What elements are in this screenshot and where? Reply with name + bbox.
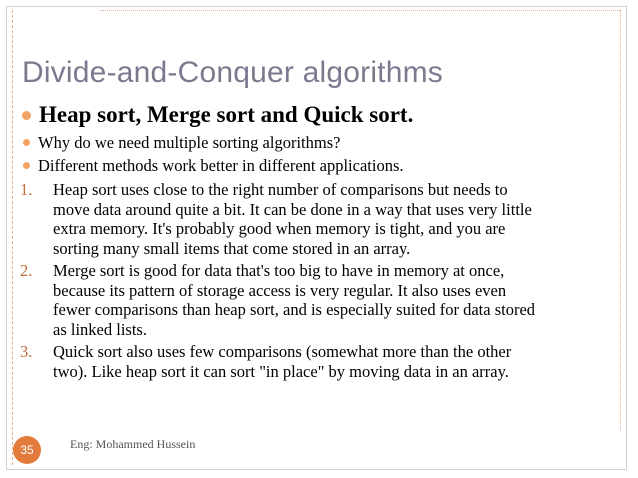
bullet-dot-icon — [23, 139, 30, 146]
text-line: because its pattern of storage access is very regular. It also uses even — [53, 280, 507, 300]
text-line: Heap sort uses close to the right number of comparisons but needs to — [53, 180, 508, 199]
text-line: Quick sort also uses few comparisons (somewhat more than the other — [53, 342, 512, 361]
bullet-item — [20, 154, 620, 177]
text-line: as linked lists. — [53, 319, 147, 339]
numbered-item-1 — [20, 180, 620, 258]
text-line: two). Like heap sort it can sort "in place" by moving data in an array. — [53, 361, 509, 381]
bullet-text: Different methods work better in different applications. — [38, 155, 404, 175]
slide-title: Divide-and-Conquer algorithms — [22, 56, 443, 89]
decorative-border-top — [100, 10, 620, 11]
text-line: Merge sort is good for data that's too big to have in memory at once, — [53, 261, 505, 280]
bullet-item — [20, 131, 620, 154]
bullet-text: Why do we need multiple sorting algorithms? — [38, 132, 341, 152]
bullet-text: Heap sort, Merge sort and Quick sort. — [39, 102, 414, 127]
text-line: sorting many small items that come stored in an array. — [53, 238, 411, 258]
bullet-dot-icon — [23, 162, 30, 169]
numbered-item-2 — [20, 261, 620, 339]
item-text — [53, 180, 620, 258]
item-number: 3. — [20, 342, 33, 361]
numbered-item-3 — [20, 342, 620, 381]
decorative-border-right — [620, 10, 621, 430]
page-number-badge: 35 — [13, 436, 41, 464]
item-text — [53, 261, 620, 339]
slide-content — [20, 99, 620, 381]
item-number: 1. — [20, 180, 33, 199]
text-line: extra memory. It's probably good when memory is tight, and you are — [53, 219, 506, 238]
bullet-heading — [20, 99, 620, 131]
item-text — [53, 342, 620, 381]
footer-author: Eng: Mohammed Hussein — [70, 437, 196, 451]
bullet-dot-icon — [22, 111, 31, 120]
text-line: move data around quite a bit. It can be done in a way that uses very little — [53, 199, 532, 219]
text-line: fewer comparisons than heap sort, and is especially suited for data stored — [53, 300, 536, 319]
item-number: 2. — [20, 261, 33, 280]
